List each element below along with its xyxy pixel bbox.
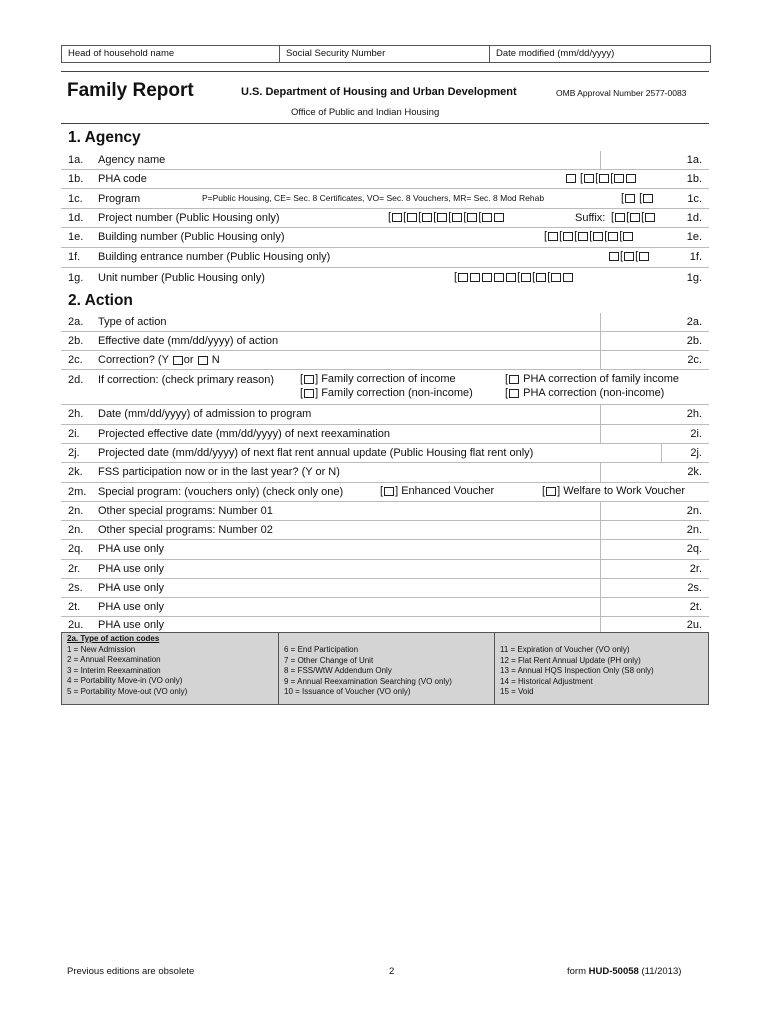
field-row[interactable] (61, 579, 709, 598)
field-label: Special program: (vouchers only) (check only one) (98, 486, 344, 498)
field-number: 2n. (686, 524, 702, 536)
field-number: 2b. (686, 335, 702, 347)
correction-option[interactable]: [ ] Family correction (non-income) (300, 387, 473, 399)
divider (600, 617, 601, 632)
field-label: PHA use only (98, 543, 165, 555)
code-item: 10 = Issuance of Voucher (VO only) (284, 687, 411, 696)
field-number: 1a. (686, 154, 702, 166)
field-row[interactable] (61, 268, 709, 288)
action-codes-legend (61, 632, 709, 705)
field-label: Unit number (Public Housing only) (98, 272, 265, 284)
field-label: Building entrance number (Public Housing only) (98, 251, 331, 263)
form-id (567, 966, 681, 977)
field-number: 1c. (687, 193, 702, 205)
divider (600, 463, 601, 482)
code-item: 9 = Annual Reexamination Searching (VO only) (284, 676, 452, 686)
field-row[interactable] (61, 405, 709, 425)
field-number: 2t. (689, 601, 702, 613)
field-label: Projected date (mm/dd/yyyy) of next flat rent annual update (Public Housing flat rent only) (98, 447, 534, 459)
field-number: 1d. (68, 212, 84, 224)
codes-column (495, 633, 708, 704)
option-label: Family correction (non-income) (321, 387, 473, 399)
field-number: 2n. (686, 505, 702, 517)
field-label: Date (mm/dd/yyyy) of admission to program (98, 408, 312, 420)
pha-code-boxes[interactable]: [ [ [ (565, 172, 637, 184)
building-number-boxes[interactable]: [ [ [ [ [ [ (544, 230, 634, 242)
field-number: 2u. (686, 619, 702, 631)
wtw-voucher-option[interactable]: [ ] Welfare to Work Voucher (542, 485, 686, 497)
field-number: 2i. (68, 428, 80, 440)
field-row[interactable] (61, 313, 709, 332)
or-label: or (183, 354, 194, 366)
field-number: 2s. (687, 582, 702, 594)
field-number: 1b. (68, 173, 84, 185)
field-label: Other special programs: Number 02 (98, 524, 273, 536)
field-number: 2u. (68, 619, 84, 631)
program-boxes[interactable]: [ [ (621, 192, 654, 204)
field-row[interactable] (61, 560, 709, 579)
divider (600, 502, 601, 520)
department-name: U.S. Department of Housing and Urban Development (241, 86, 517, 98)
correction-option[interactable]: [ PHA correction of family income (505, 373, 680, 385)
divider (600, 540, 601, 559)
divider (600, 598, 601, 616)
project-number-boxes[interactable]: [ [ [ [ [ [ [ (388, 211, 505, 223)
field-number: 1f. (68, 251, 81, 263)
field-number: 1c. (68, 193, 83, 205)
field-number: 2h. (68, 408, 84, 420)
form-prefix: form (567, 966, 589, 977)
correction-yes-checkbox[interactable] (173, 356, 183, 365)
section-agency-title: 1. Agency (68, 129, 141, 146)
n-label: N (211, 354, 220, 366)
correction-label: Correction? (Y (98, 354, 169, 366)
field-row[interactable] (61, 370, 709, 405)
code-item: 14 = Historical Adjustment (500, 676, 593, 686)
field-label: Type of action (98, 316, 167, 328)
correction-option[interactable]: [ ] Family correction of income (300, 373, 456, 385)
codes-heading: 2a. Type of action codes (67, 634, 160, 643)
field-number: 2r. (68, 563, 81, 575)
field-row[interactable] (61, 248, 709, 268)
field-number: 1g. (68, 272, 84, 284)
divider (600, 521, 601, 539)
form-date: (11/2013) (638, 966, 682, 977)
field-number: 2s. (68, 582, 83, 594)
divider (61, 71, 709, 72)
field-row[interactable] (61, 463, 709, 483)
suffix-boxes[interactable]: [ [ [ (611, 211, 656, 223)
field-row[interactable] (61, 521, 709, 540)
codes-column (62, 633, 279, 704)
field-label: PHA use only (98, 582, 165, 594)
program-codes-note: P=Public Housing, CE= Sec. 8 Certificates, VO= Sec. 8 Vouchers, MR= Sec. 8 Mod Rehab (202, 193, 545, 203)
code-item: 12 = Flat Rent Annual Update (PH only) (500, 655, 641, 665)
field-row[interactable] (61, 425, 709, 444)
page-number: 2 (389, 966, 395, 977)
field-row[interactable] (61, 617, 709, 632)
suffix-label: Suffix: (575, 212, 606, 224)
checkbox[interactable] (509, 389, 519, 398)
field-label: Other special programs: Number 01 (98, 505, 273, 517)
checkbox[interactable] (304, 375, 314, 384)
field-row[interactable] (61, 170, 709, 189)
option-label: PHA correction (non-income) (523, 387, 665, 399)
option-label: Enhanced Voucher (401, 485, 495, 497)
head-of-household-label: Head of household name (62, 46, 280, 62)
field-number: 2a. (68, 316, 84, 328)
field-number: 2c. (68, 354, 83, 366)
field-number: 2r. (689, 563, 702, 575)
code-item: 7 = Other Change of Unit (284, 655, 374, 665)
field-label: PHA use only (98, 619, 165, 631)
code-item: 1 = New Admission (67, 644, 136, 654)
entrance-number-boxes[interactable]: [ [ (608, 250, 650, 262)
divider (600, 405, 601, 424)
field-label: Projected effective date (mm/dd/yyyy) of next reexamination (98, 428, 391, 440)
field-number: 2b. (68, 335, 84, 347)
field-number: 1e. (686, 231, 702, 243)
header-table (61, 45, 711, 63)
field-label: Agency name (98, 154, 166, 166)
date-modified-label: Date modified (mm/dd/yyyy) (496, 48, 615, 59)
code-item: 11 = Expiration of Voucher (VO only) (500, 645, 630, 654)
correction-option[interactable]: [ PHA correction (non-income) (505, 387, 665, 399)
field-label: PHA use only (98, 601, 165, 613)
field-row[interactable] (61, 332, 709, 351)
option-label: Family correction of income (321, 373, 456, 385)
field-number: 2d. (68, 374, 84, 386)
correction-no-checkbox[interactable] (198, 356, 208, 365)
field-row[interactable] (61, 483, 709, 502)
field-number: 2j. (690, 447, 702, 459)
ssn-label: Social Security Number (280, 46, 490, 62)
divider (600, 560, 601, 578)
divider (661, 444, 662, 462)
section-action-title: 2. Action (68, 292, 133, 309)
field-row[interactable] (61, 151, 709, 170)
field-number: 2h. (686, 408, 702, 420)
field-label: Effective date (mm/dd/yyyy) of action (98, 335, 279, 347)
field-row[interactable] (61, 540, 709, 560)
field-label: PHA code (98, 173, 147, 185)
field-label: If correction: (check primary reason) (98, 374, 275, 386)
field-row[interactable] (61, 351, 709, 370)
divider (600, 425, 601, 443)
office-name: Office of Public and Indian Housing (291, 107, 440, 118)
divider (600, 313, 601, 331)
divider (600, 351, 601, 369)
divider (61, 123, 709, 124)
checkbox[interactable] (509, 375, 519, 384)
field-number: 2k. (68, 466, 83, 478)
option-label: PHA correction of family income (523, 373, 680, 385)
field-row[interactable] (61, 228, 709, 248)
field-number: 2q. (68, 543, 84, 555)
field-number: 2n. (68, 524, 84, 536)
field-number: 2a. (686, 316, 702, 328)
field-number: 2m. (68, 486, 87, 498)
field-row[interactable] (61, 598, 709, 617)
field-number: 1g. (686, 272, 702, 284)
field-label: FSS participation now or in the last year? (Y or N) (98, 466, 340, 478)
divider (600, 151, 601, 169)
field-number: 2c. (687, 354, 702, 366)
field-label: Program (98, 193, 141, 205)
enhanced-voucher-option[interactable]: [ ] Enhanced Voucher (380, 485, 495, 497)
checkbox[interactable] (304, 389, 314, 398)
field-number: 1a. (68, 154, 84, 166)
field-row[interactable] (61, 502, 709, 521)
field-number: 2i. (690, 428, 702, 440)
field-row[interactable] (61, 189, 709, 209)
form-number: HUD-50058 (588, 966, 639, 977)
field-number: 1e. (68, 231, 84, 243)
field-label: PHA use only (98, 563, 165, 575)
codes-column (279, 633, 495, 704)
field-label (98, 354, 220, 366)
field-row[interactable] (61, 444, 709, 463)
code-item: 8 = FSS/WtW Addendum Only (284, 666, 392, 675)
code-item: 15 = Void (500, 687, 534, 696)
field-number: 2j. (68, 447, 80, 459)
field-number: 1f. (689, 251, 702, 263)
field-number: 2q. (686, 543, 702, 555)
field-number: 1b. (686, 173, 702, 185)
footer-note: Previous editions are obsolete (67, 966, 195, 977)
checkbox[interactable] (384, 487, 394, 496)
code-item: 3 = Interim Reexamination (67, 665, 161, 675)
code-item: 2 = Annual Reexamination (67, 655, 161, 664)
code-item: 5 = Portability Move-out (VO only) (67, 686, 188, 696)
field-label: Project number (Public Housing only) (98, 212, 280, 224)
code-item: 13 = Annual HQS Inspection Only (S8 only) (500, 666, 654, 675)
field-number: 1d. (686, 212, 702, 224)
field-number: 2k. (687, 466, 702, 478)
field-number: 2n. (68, 505, 84, 517)
field-number: 2t. (68, 601, 81, 613)
option-label: Welfare to Work Voucher (563, 485, 686, 497)
unit-number-boxes[interactable]: [ [ [ [ (454, 271, 574, 283)
code-item: 4 = Portability Move-in (VO only) (67, 676, 183, 685)
field-row[interactable] (61, 209, 709, 228)
divider (600, 332, 601, 350)
omb-number: OMB Approval Number 2577-0083 (556, 88, 687, 98)
field-label: Building number (Public Housing only) (98, 231, 285, 243)
checkbox[interactable] (546, 487, 556, 496)
divider (600, 579, 601, 597)
code-item: 6 = End Participation (284, 645, 359, 654)
page-title: Family Report (67, 80, 194, 101)
